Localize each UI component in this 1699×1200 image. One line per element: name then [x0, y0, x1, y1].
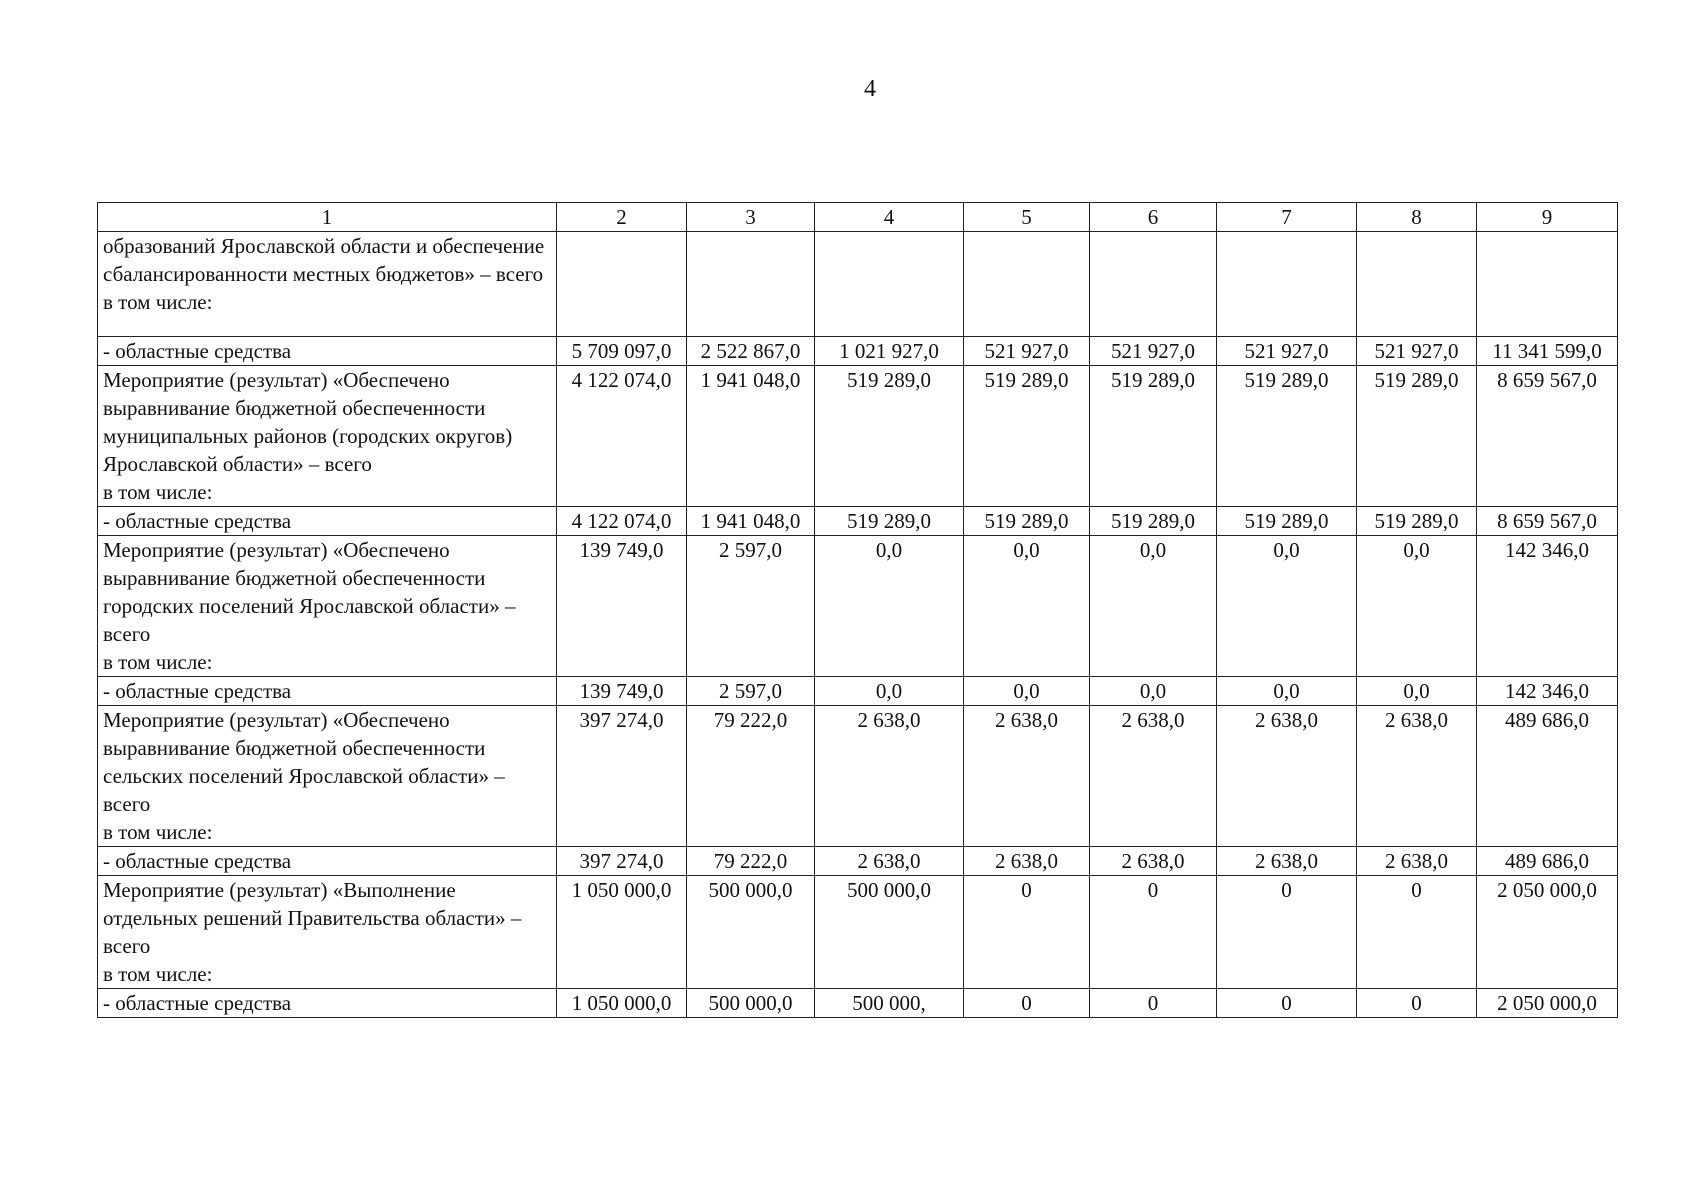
value-cell-col8: 519 289,0: [1357, 366, 1477, 507]
value-cell-col3: [687, 232, 815, 337]
column-number: 8: [1357, 203, 1477, 232]
activity-description: Мероприятие (результат) «Обеспечено выравнивание бюджетной обеспеченности городских поселений Ярославской области» – всего в том числе:: [98, 536, 557, 677]
value-cell-col6: 519 289,0: [1090, 366, 1217, 507]
value-cell-col7: 0: [1217, 989, 1357, 1018]
column-number-header-row: [98, 203, 1618, 232]
value-cell-col2: 1 050 000,0: [557, 876, 687, 989]
column-number: 7: [1217, 203, 1357, 232]
value-cell-col8: [1357, 232, 1477, 337]
value-cell-col5: 0,0: [964, 677, 1090, 706]
budget-table: [97, 202, 1618, 1018]
funding-source-label: - областные средства: [98, 507, 557, 536]
value-cell-col4: 2 638,0: [815, 847, 964, 876]
value-cell-col6: 0: [1090, 876, 1217, 989]
value-cell-col2: 397 274,0: [557, 847, 687, 876]
value-cell-col4: 2 638,0: [815, 706, 964, 847]
value-cell-col6: [1090, 232, 1217, 337]
value-cell-col9: 489 686,0: [1477, 706, 1618, 847]
value-cell-col3: 500 000,0: [687, 989, 815, 1018]
value-cell-col2: 5 709 097,0: [557, 337, 687, 366]
value-cell-col6: 0: [1090, 989, 1217, 1018]
regional-funds-row: [98, 989, 1618, 1018]
activity-row: [98, 232, 1618, 337]
value-cell-col4: [815, 232, 964, 337]
value-cell-col7: 0,0: [1217, 677, 1357, 706]
value-cell-col9: 2 050 000,0: [1477, 876, 1618, 989]
value-cell-col7: 0: [1217, 876, 1357, 989]
value-cell-col5: 521 927,0: [964, 337, 1090, 366]
value-cell-col7: 519 289,0: [1217, 366, 1357, 507]
value-cell-col2: 139 749,0: [557, 677, 687, 706]
value-cell-col5: 519 289,0: [964, 507, 1090, 536]
regional-funds-row: [98, 507, 1618, 536]
value-cell-col5: 0: [964, 876, 1090, 989]
funding-source-label: - областные средства: [98, 847, 557, 876]
column-number: 2: [557, 203, 687, 232]
value-cell-col5: 0: [964, 989, 1090, 1018]
value-cell-col9: 489 686,0: [1477, 847, 1618, 876]
value-cell-col3: 79 222,0: [687, 706, 815, 847]
value-cell-col4: 500 000,: [815, 989, 964, 1018]
value-cell-col5: 519 289,0: [964, 366, 1090, 507]
value-cell-col2: 4 122 074,0: [557, 366, 687, 507]
value-cell-col7: [1217, 232, 1357, 337]
funding-source-label: - областные средства: [98, 337, 557, 366]
funding-source-label: - областные средства: [98, 989, 557, 1018]
activity-row: [98, 366, 1618, 507]
value-cell-col4: 500 000,0: [815, 876, 964, 989]
value-cell-col8: 521 927,0: [1357, 337, 1477, 366]
value-cell-col7: 2 638,0: [1217, 847, 1357, 876]
value-cell-col9: 142 346,0: [1477, 677, 1618, 706]
column-number: 1: [98, 203, 557, 232]
activity-row: [98, 876, 1618, 989]
value-cell-col2: [557, 232, 687, 337]
value-cell-col9: 2 050 000,0: [1477, 989, 1618, 1018]
value-cell-col8: 0,0: [1357, 677, 1477, 706]
value-cell-col3: 2 522 867,0: [687, 337, 815, 366]
regional-funds-row: [98, 847, 1618, 876]
column-number: 3: [687, 203, 815, 232]
value-cell-col6: 0,0: [1090, 536, 1217, 677]
value-cell-col5: 2 638,0: [964, 706, 1090, 847]
value-cell-col8: 519 289,0: [1357, 507, 1477, 536]
activity-row: [98, 706, 1618, 847]
activity-row: [98, 536, 1618, 677]
activity-description: Мероприятие (результат) «Обеспечено выравнивание бюджетной обеспеченности сельских поселений Ярославской области» – всего в том числе:: [98, 706, 557, 847]
column-number: 6: [1090, 203, 1217, 232]
value-cell-col2: 4 122 074,0: [557, 507, 687, 536]
value-cell-col4: 519 289,0: [815, 507, 964, 536]
regional-funds-row: [98, 677, 1618, 706]
column-number: 4: [815, 203, 964, 232]
value-cell-col2: 397 274,0: [557, 706, 687, 847]
value-cell-col7: 519 289,0: [1217, 507, 1357, 536]
value-cell-col6: 0,0: [1090, 677, 1217, 706]
page-number: 4: [864, 76, 876, 102]
value-cell-col8: 0,0: [1357, 536, 1477, 677]
value-cell-col9: 142 346,0: [1477, 536, 1618, 677]
value-cell-col6: 521 927,0: [1090, 337, 1217, 366]
value-cell-col5: 2 638,0: [964, 847, 1090, 876]
value-cell-col9: 8 659 567,0: [1477, 366, 1618, 507]
value-cell-col9: [1477, 232, 1618, 337]
value-cell-col6: 519 289,0: [1090, 507, 1217, 536]
value-cell-col8: 2 638,0: [1357, 706, 1477, 847]
value-cell-col5: 0,0: [964, 536, 1090, 677]
value-cell-col9: 8 659 567,0: [1477, 507, 1618, 536]
value-cell-col9: 11 341 599,0: [1477, 337, 1618, 366]
value-cell-col3: 2 597,0: [687, 536, 815, 677]
value-cell-col3: 1 941 048,0: [687, 507, 815, 536]
activity-description: образований Ярославской области и обеспечение сбалансированности местных бюджетов» – всего в том числе:: [98, 232, 557, 337]
value-cell-col6: 2 638,0: [1090, 847, 1217, 876]
value-cell-col8: 0: [1357, 989, 1477, 1018]
value-cell-col8: 0: [1357, 876, 1477, 989]
value-cell-col4: 519 289,0: [815, 366, 964, 507]
value-cell-col4: 0,0: [815, 677, 964, 706]
activity-description: Мероприятие (результат) «Обеспечено выравнивание бюджетной обеспеченности муниципальных районов (городских округов) Ярославской области» – всего в том числе:: [98, 366, 557, 507]
value-cell-col3: 1 941 048,0: [687, 366, 815, 507]
value-cell-col3: 500 000,0: [687, 876, 815, 989]
funding-source-label: - областные средства: [98, 677, 557, 706]
value-cell-col3: 2 597,0: [687, 677, 815, 706]
value-cell-col2: 1 050 000,0: [557, 989, 687, 1018]
value-cell-col4: 0,0: [815, 536, 964, 677]
column-number: 9: [1477, 203, 1618, 232]
value-cell-col7: 0,0: [1217, 536, 1357, 677]
value-cell-col7: 521 927,0: [1217, 337, 1357, 366]
value-cell-col8: 2 638,0: [1357, 847, 1477, 876]
column-number: 5: [964, 203, 1090, 232]
value-cell-col3: 79 222,0: [687, 847, 815, 876]
activity-description: Мероприятие (результат) «Выполнение отдельных решений Правительства области» – всего в том числе:: [98, 876, 557, 989]
value-cell-col4: 1 021 927,0: [815, 337, 964, 366]
value-cell-col6: 2 638,0: [1090, 706, 1217, 847]
regional-funds-row: [98, 337, 1618, 366]
value-cell-col2: 139 749,0: [557, 536, 687, 677]
value-cell-col7: 2 638,0: [1217, 706, 1357, 847]
value-cell-col5: [964, 232, 1090, 337]
